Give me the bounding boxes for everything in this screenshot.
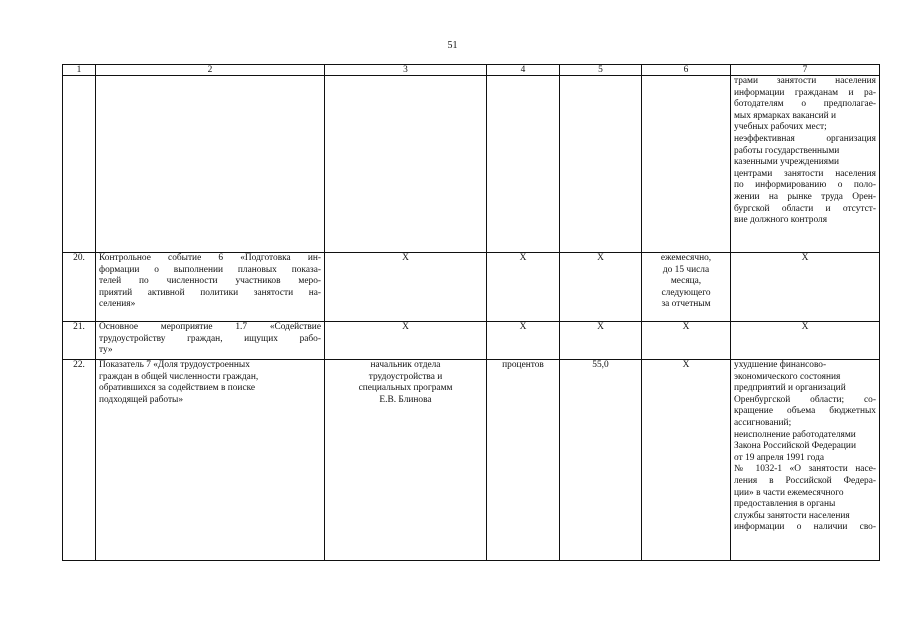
unit-cell: процентов: [487, 360, 560, 561]
row-number: 20.: [63, 253, 96, 322]
event-description-cell: [96, 253, 325, 322]
risk-description-cell: [731, 76, 880, 253]
text-line: селения»: [99, 299, 136, 310]
empty-cell: [63, 76, 96, 253]
risk-cell: X: [731, 253, 880, 322]
column-number: 1: [63, 65, 96, 76]
empty-cell: [96, 76, 325, 253]
deadline-cell: [642, 253, 731, 322]
continued-row: [63, 76, 880, 253]
text-line: Основное мероприятие 1.7 «Содействие: [99, 322, 321, 332]
text-line: по информированию о поло-: [734, 180, 876, 191]
text-line: центрами занятости населения: [734, 168, 876, 179]
column-number: 4: [487, 65, 560, 76]
text-line: ежемесячно,: [660, 253, 712, 263]
risk-description-cell: [731, 360, 880, 561]
text-line: месяца,: [670, 276, 702, 287]
text-line: Оренбургской области; со-: [734, 394, 876, 405]
text-line: казенными учреждениями: [734, 157, 840, 168]
column-number: 5: [560, 65, 642, 76]
text-line: ции» в части ежемесячного: [734, 487, 844, 498]
text-line: обратившихся за содействием в поиске: [99, 383, 256, 394]
text-line: за отчетным: [661, 299, 711, 310]
text-line: экономического состояния: [734, 371, 841, 382]
text-line: Закона Российской Федерации: [734, 441, 856, 452]
unit-cell: X: [487, 253, 560, 322]
text-line: службы занятости населения: [734, 510, 850, 521]
value-cell: X: [560, 322, 642, 360]
empty-cell: [642, 76, 731, 253]
column-number: 3: [325, 65, 487, 76]
text-line: ления в Российской Федера-: [734, 475, 876, 486]
row-number: 21.: [63, 322, 96, 360]
empty-cell: [560, 76, 642, 253]
text-line: неисполнение работодателями: [734, 429, 856, 440]
text-line: кращение объема бюджетных: [734, 406, 876, 417]
text-line: начальник отдела: [370, 360, 441, 370]
responsible-cell: X: [325, 322, 487, 360]
text-line: предоставления в органы: [734, 499, 836, 510]
event-description-cell: [96, 322, 325, 360]
text-line: Контрольное событие 6 «Подготовка ин-: [99, 253, 321, 263]
text-line: вие должного контроля: [734, 215, 828, 226]
text-line: информации о наличии сво-: [734, 522, 876, 533]
text-line: мых ярмарках вакансий и: [734, 110, 837, 121]
text-line: Показатель 7 «Доля трудоустроенных: [99, 360, 250, 370]
empty-cell: [325, 76, 487, 253]
text-line: телей по численности участников меро-: [99, 276, 321, 287]
value-cell: 55,0: [560, 360, 642, 561]
text-line: ту»: [99, 345, 113, 356]
column-number: 7: [731, 65, 880, 76]
text-line: трудоустройства и: [368, 371, 443, 382]
empty-cell: [487, 76, 560, 253]
value-cell: X: [560, 253, 642, 322]
text-line: следующего: [661, 287, 711, 298]
program-table: [62, 64, 880, 561]
text-line: учебных рабочих мест;: [734, 122, 827, 133]
text-line: ассигнований;: [734, 417, 792, 428]
text-line: граждан в общей численности граждан,: [99, 371, 259, 382]
text-line: работы государственными: [734, 145, 840, 156]
text-line: подходящей работы»: [99, 394, 184, 405]
table-row: [63, 253, 880, 322]
responsible-cell: [325, 360, 487, 561]
text-line: бургской области и отсутст-: [734, 203, 876, 214]
page-number: 51: [447, 40, 458, 51]
text-line: приятий активной политики занятости на-: [99, 287, 321, 298]
deadline-cell: X: [642, 360, 731, 561]
indicator-description-cell: [96, 360, 325, 561]
table-row: [63, 322, 880, 360]
column-number: 6: [642, 65, 731, 76]
risk-cell: X: [731, 322, 880, 360]
text-line: информации гражданам и ра-: [734, 87, 876, 98]
text-line: ботодателям о предполагае-: [734, 99, 876, 110]
table-row: [63, 360, 880, 561]
text-line: от 19 апреля 1991 года: [734, 452, 825, 463]
text-line: жении на рынке труда Орен-: [734, 191, 876, 202]
responsible-cell: X: [325, 253, 487, 322]
text-line: трами занятости населения: [734, 76, 876, 86]
text-line: до 15 числа: [662, 264, 710, 275]
text-line: предприятий и организаций: [734, 383, 846, 394]
text-line: специальных программ: [358, 383, 453, 394]
column-number-row: [63, 65, 880, 76]
row-number: 22.: [63, 360, 96, 561]
deadline-cell: X: [642, 322, 731, 360]
unit-cell: X: [487, 322, 560, 360]
text-line: ухудшение финансово-: [734, 360, 827, 370]
text-line: № 1032-1 «О занятости насе-: [734, 464, 876, 475]
text-line: Е.В. Блинова: [379, 394, 432, 405]
column-number: 2: [96, 65, 325, 76]
text-line: неэффективная организация: [734, 133, 876, 144]
text-line: формации о выполнении плановых показа-: [99, 264, 321, 275]
text-line: трудоустройству граждан, ищущих рабо-: [99, 333, 321, 344]
